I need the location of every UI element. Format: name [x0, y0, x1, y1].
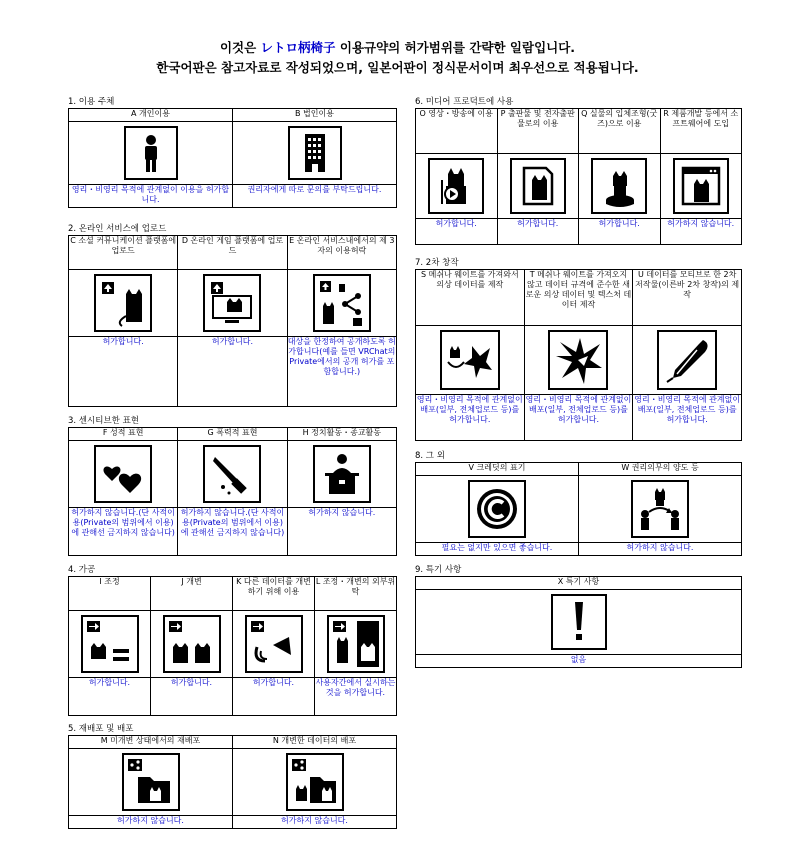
cell-desc: 대상을 한정하여 공개하도록 허가합니다(예를 들면 VRChat의 Private에서의 공개 허가를 포함합니다.)	[287, 337, 396, 407]
cell-label: W 권리의무의 양도 등	[579, 463, 742, 476]
pen-icon	[657, 330, 717, 390]
section-title: 3. 센시티브한 표현	[68, 416, 139, 426]
section-title: 4. 가공	[68, 565, 96, 575]
cell-label: F 성적 표현	[69, 428, 178, 441]
cell-label: Q 실물의 입체조형(굿즈)으로 이용	[579, 109, 661, 154]
game-upload-icon	[203, 274, 261, 332]
distribute-modified-icon	[286, 753, 344, 811]
section-sensitive-expression	[68, 416, 397, 556]
section-title: 8. 그 외	[415, 451, 445, 461]
cell-label: S 메쉬나 웨이트를 가져와서 의상 데이터를 제작	[416, 270, 525, 326]
cell-desc: 필요는 없지만 있으면 좋습니다.	[416, 543, 579, 556]
cell-label: K 다른 데이터를 개변하기 위해 이용	[233, 577, 315, 611]
cell-desc: 사용자간에서 실시하는 것을 허가합니다.	[315, 678, 397, 716]
ribbon-modify-icon	[245, 615, 303, 673]
cell-label: M 미개변 상태에서의 재배포	[69, 736, 233, 749]
section-other	[415, 451, 742, 556]
cell-label: T 메쉬나 웨이트를 가져오지 않고 데이터 규격에 준수한 새로운 의상 데이터 및 텍스처 데이터 제작	[524, 270, 633, 326]
section-special-notes	[415, 565, 742, 668]
cell-desc: 허가하지 않습니다.	[579, 543, 742, 556]
cell-desc: 영리・비영리 목적에 관계없이 배포(일부, 전체업로드 등)를 허가합니다.	[416, 395, 525, 441]
cell-desc: 허가합니다.	[497, 219, 579, 245]
cell-label: L 조정・개변의 외부위탁	[315, 577, 397, 611]
exclamation-icon	[551, 594, 607, 650]
cell-label: J 개변	[151, 577, 233, 611]
cell-desc: 허가하지 않습니다.	[69, 816, 233, 829]
section-title: 2. 온라인 서비스에 업로드	[68, 224, 167, 234]
cell-label: D 온라인 게임 플랫폼에 업로드	[178, 236, 287, 270]
section-processing	[68, 565, 397, 716]
building-icon	[288, 126, 342, 180]
cell-desc: 허가합니다.	[579, 219, 661, 245]
podium-icon	[313, 445, 371, 503]
section-media-products	[415, 97, 742, 245]
cell-desc: 권리자에게 따로 문의를 부탁드립니다.	[233, 185, 397, 208]
cell-label: V 크레딧의 표기	[416, 463, 579, 476]
cell-label: H 정치활동・종교활동	[287, 428, 396, 441]
cell-desc: 허가합니다.	[69, 678, 151, 716]
cell-desc: 허가합니다.	[151, 678, 233, 716]
hearts-icon	[94, 445, 152, 503]
knife-icon	[203, 445, 261, 503]
cell-desc: 허가합니다.	[178, 337, 287, 407]
cell-desc: 영리・비영리 목적에 관계없이 이용을 허가합니다.	[69, 185, 233, 208]
mesh-clothing-icon	[440, 330, 500, 390]
person-icon	[124, 126, 178, 180]
cell-label: U 데이터를 모티브로 한 2차 저작물(이른바 2차 창작)의 제작	[633, 270, 742, 326]
copyright-icon	[468, 480, 526, 538]
transfer-icon	[631, 480, 689, 538]
cell-desc: 영리・비영리 목적에 관계없이 배포(일부, 전체업로드 등)를 허가합니다.	[524, 395, 633, 441]
software-icon	[673, 158, 729, 214]
cell-label: R 제품개발 등에서 소프트웨어에 도입	[660, 109, 742, 154]
section-title: 1. 이용 주체	[68, 97, 115, 107]
cell-label: C 소셜 커뮤니케이션 플랫폼에 업로드	[69, 236, 178, 270]
cell-desc: 허가하지 않습니다.	[287, 508, 396, 556]
redistribute-icon	[122, 753, 180, 811]
cell-label: N 개변한 데이터의 배포	[233, 736, 397, 749]
social-upload-icon	[94, 274, 152, 332]
brand-name: レトロ柄椅子	[260, 40, 336, 55]
share-third-party-icon	[313, 274, 371, 332]
section-title: 5. 재배포 및 배포	[68, 724, 134, 734]
cell-desc: 허가합니다.	[233, 678, 315, 716]
cell-desc: 허가하지 않습니다.(단 사적이용(Private의 범위에서 이용)에 관해선 금지하지 않습니다)	[69, 508, 178, 556]
cell-label: E 온라인 서비스내에서의 제 3자의 이용허락	[287, 236, 396, 270]
cell-desc: 영리・비영리 목적에 관계없이 배포(일부, 전체업로드 등)를 허가합니다.	[633, 395, 742, 441]
section-redistribution	[68, 724, 397, 829]
cell-desc: 허가합니다.	[69, 337, 178, 407]
adjust-icon	[81, 615, 139, 673]
cell-label: P 출판물 및 전자출판물로의 이용	[497, 109, 579, 154]
cell-desc: 허가합니다.	[416, 219, 498, 245]
section-usage-subject	[68, 97, 397, 208]
modify-icon	[163, 615, 221, 673]
section-derivative-works	[415, 258, 742, 441]
cell-desc: 허가하지 않습니다.	[233, 816, 397, 829]
page-title-line2: 한국어판은 참고자료로 작성되었으며, 일본어판이 정식문서이며 최우선으로 적용됩니다.	[156, 60, 639, 75]
section-online-upload	[68, 224, 397, 407]
video-icon	[428, 158, 484, 214]
publication-icon	[510, 158, 566, 214]
cell-label: I 조정	[69, 577, 151, 611]
page-title-line1: 이것은 レトロ柄椅子 이용규약의 허가범위를 간략한 일람입니다.	[219, 40, 576, 55]
cell-label: G 폭력적 표현	[178, 428, 287, 441]
cell-desc: 없음	[416, 655, 742, 668]
section-title: 9. 특기 사항	[415, 565, 462, 575]
section-title: 7. 2차 창작	[415, 258, 459, 268]
section-title: 6. 미디어 프로덕트에 사용	[415, 97, 514, 107]
cell-desc: 허가하지 않습니다.(단 사적이용(Private의 범위에서 이용)에 관해선 금지하지 않습니다)	[178, 508, 287, 556]
cell-label: O 영상・방송에 이용	[416, 109, 498, 154]
new-clothing-icon	[548, 330, 608, 390]
cell-label: B 법인이용	[233, 109, 397, 122]
figure-icon	[591, 158, 647, 214]
cell-desc: 허가하지 않습니다.	[660, 219, 742, 245]
cell-label: X 특기 사항	[416, 577, 742, 590]
outsource-icon	[327, 615, 385, 673]
cell-label: A 개인이용	[69, 109, 233, 122]
